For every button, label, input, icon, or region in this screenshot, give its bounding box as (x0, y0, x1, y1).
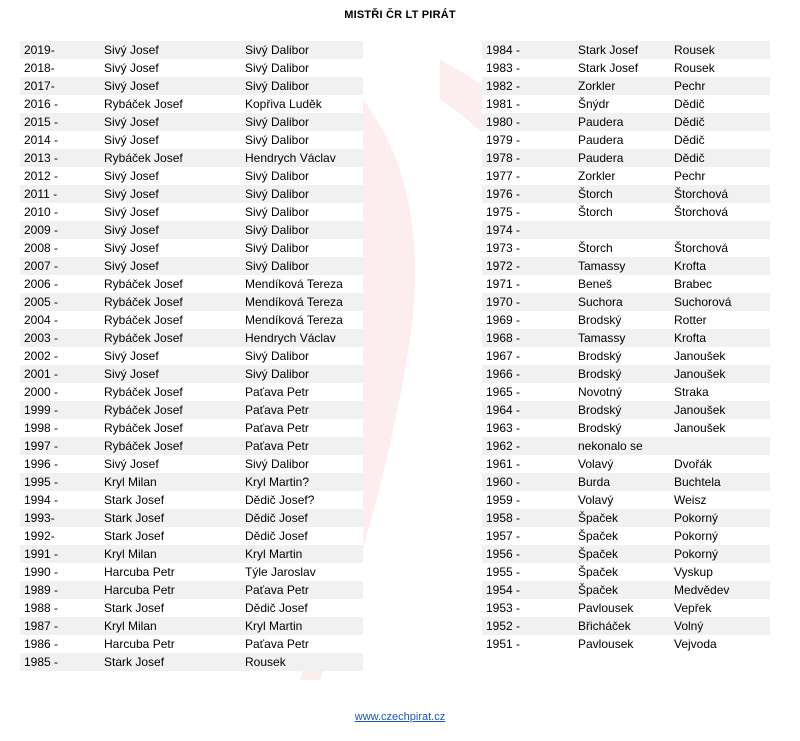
table-row (20, 257, 363, 275)
helmsman-cell: Sivý Josef (100, 221, 241, 239)
helmsman-cell: Sivý Josef (100, 257, 241, 275)
table-row (482, 347, 770, 365)
table-row (20, 203, 363, 221)
crew-cell: Sivý Dalibor (241, 365, 363, 383)
helmsman-cell: Harcuba Petr (100, 635, 241, 653)
table-row (20, 401, 363, 419)
crew-cell: Paťava Petr (241, 401, 363, 419)
table-row (482, 95, 770, 113)
year-cell: 2013 - (20, 149, 100, 167)
table-row (482, 293, 770, 311)
helmsman-cell: Tamassy (574, 257, 670, 275)
crew-cell: Hendrych Václav (241, 329, 363, 347)
table-row (482, 77, 770, 95)
year-cell: 1990 - (20, 563, 100, 581)
table-row (482, 167, 770, 185)
helmsman-cell: Sivý Josef (100, 77, 241, 95)
crew-cell: Dědič (670, 113, 770, 131)
crew-cell: Krofta (670, 329, 770, 347)
table-row (20, 113, 363, 131)
helmsman-cell: Štorch (574, 203, 670, 221)
table-row (20, 599, 363, 617)
crew-cell: Mendíková Tereza (241, 311, 363, 329)
crew-cell: Hendrych Václav (241, 149, 363, 167)
helmsman-cell: Paudera (574, 113, 670, 131)
table-row (20, 617, 363, 635)
year-cell: 1974 - (482, 221, 574, 239)
year-cell: 1956 - (482, 545, 574, 563)
year-cell: 2011 - (20, 185, 100, 203)
crew-cell: Štorchová (670, 185, 770, 203)
table-row (482, 545, 770, 563)
year-cell: 2016 - (20, 95, 100, 113)
crew-cell: Sivý Dalibor (241, 113, 363, 131)
table-row (482, 401, 770, 419)
helmsman-cell: Brodský (574, 311, 670, 329)
table-row (20, 491, 363, 509)
crew-cell: Paťava Petr (241, 437, 363, 455)
year-cell: 1983 - (482, 59, 574, 77)
table-row (482, 527, 770, 545)
helmsman-cell: Rybáček Josef (100, 311, 241, 329)
year-cell: 1999 - (20, 401, 100, 419)
year-cell: 1952 - (482, 617, 574, 635)
year-cell: 2018- (20, 59, 100, 77)
crew-cell: Vepřek (670, 599, 770, 617)
helmsman-cell: Sivý Josef (100, 167, 241, 185)
year-cell: 1972 - (482, 257, 574, 275)
table-row (482, 59, 770, 77)
crew-cell: Dědič (670, 149, 770, 167)
table-row (20, 437, 363, 455)
helmsman-cell: Sivý Josef (100, 59, 241, 77)
helmsman-cell: Paudera (574, 149, 670, 167)
helmsman-cell: Rybáček Josef (100, 293, 241, 311)
year-cell: 2003 - (20, 329, 100, 347)
table-row (482, 635, 770, 653)
helmsman-cell: Sivý Josef (100, 41, 241, 59)
table-row (20, 527, 363, 545)
crew-cell: Sivý Dalibor (241, 41, 363, 59)
year-cell: 1973 - (482, 239, 574, 257)
table-row (20, 581, 363, 599)
table-row (482, 437, 770, 455)
year-cell: 2004 - (20, 311, 100, 329)
crew-cell: Kryl Martin (241, 617, 363, 635)
crew-cell: Týle Jaroslav (241, 563, 363, 581)
crew-cell: Sivý Dalibor (241, 203, 363, 221)
crew-cell: Dvořák (670, 455, 770, 473)
crew-cell: Dědič Josef (241, 599, 363, 617)
helmsman-cell: Sivý Josef (100, 185, 241, 203)
helmsman-cell: Kryl Milan (100, 473, 241, 491)
table-row (482, 221, 770, 239)
year-cell: 2007 - (20, 257, 100, 275)
helmsman-cell: Harcuba Petr (100, 581, 241, 599)
helmsman-cell: Rybáček Josef (100, 329, 241, 347)
table-row (482, 131, 770, 149)
crew-cell (670, 221, 770, 239)
crew-cell: Medvědev (670, 581, 770, 599)
helmsman-cell: Stark Josef (574, 59, 670, 77)
helmsman-cell: Brodský (574, 401, 670, 419)
crew-cell: Sivý Dalibor (241, 257, 363, 275)
website-link[interactable]: www.czechpirat.cz (354, 711, 446, 723)
crew-cell: Paťava Petr (241, 383, 363, 401)
helmsman-cell: Kryl Milan (100, 617, 241, 635)
year-cell: 1992- (20, 527, 100, 545)
year-cell: 1991 - (20, 545, 100, 563)
table-row (482, 383, 770, 401)
helmsman-cell: Rybáček Josef (100, 275, 241, 293)
crew-cell: Dědič (670, 95, 770, 113)
crew-cell: Kryl Martin? (241, 473, 363, 491)
crew-cell: Janoušek (670, 419, 770, 437)
crew-cell: Buchtela (670, 473, 770, 491)
year-cell: 1993- (20, 509, 100, 527)
helmsman-cell: Stark Josef (100, 527, 241, 545)
year-cell: 1986 - (20, 635, 100, 653)
helmsman-cell: Burda (574, 473, 670, 491)
year-cell: 2006 - (20, 275, 100, 293)
table-row (482, 239, 770, 257)
helmsman-cell: Volavý (574, 491, 670, 509)
helmsman-cell: Špaček (574, 527, 670, 545)
crew-cell: Sivý Dalibor (241, 455, 363, 473)
year-cell: 1995 - (20, 473, 100, 491)
year-cell: 1988 - (20, 599, 100, 617)
table-row (20, 239, 363, 257)
year-cell: 1998 - (20, 419, 100, 437)
crew-cell: Sivý Dalibor (241, 59, 363, 77)
table-row (20, 383, 363, 401)
helmsman-cell: Sivý Josef (100, 203, 241, 221)
year-cell: 2017- (20, 77, 100, 95)
crew-cell: Janoušek (670, 401, 770, 419)
year-cell: 1975 - (482, 203, 574, 221)
year-cell: 1954 - (482, 581, 574, 599)
helmsman-cell: Sivý Josef (100, 365, 241, 383)
crew-cell: Dědič Josef? (241, 491, 363, 509)
helmsman-cell: Stark Josef (574, 41, 670, 59)
crew-cell: Rousek (670, 41, 770, 59)
helmsman-cell: Rybáček Josef (100, 95, 241, 113)
crew-cell: Mendíková Tereza (241, 275, 363, 293)
crew-cell: Vyskup (670, 563, 770, 581)
year-cell: 1951 - (482, 635, 574, 653)
helmsman-cell: Zorkler (574, 167, 670, 185)
champions-table-right (482, 41, 770, 653)
helmsman-cell: Tamassy (574, 329, 670, 347)
helmsman-cell: Špaček (574, 509, 670, 527)
helmsman-cell: Rybáček Josef (100, 419, 241, 437)
helmsman-cell: Pavlousek (574, 599, 670, 617)
crew-cell: Kopřiva Luděk (241, 95, 363, 113)
table-row (482, 509, 770, 527)
helmsman-cell: Brodský (574, 365, 670, 383)
year-cell: 1960 - (482, 473, 574, 491)
helmsman-cell: Špaček (574, 581, 670, 599)
crew-cell: Sivý Dalibor (241, 239, 363, 257)
table-row (482, 419, 770, 437)
table-row (482, 491, 770, 509)
year-cell: 1970 - (482, 293, 574, 311)
helmsman-cell: Sivý Josef (100, 131, 241, 149)
year-cell: 1963 - (482, 419, 574, 437)
table-row (20, 365, 363, 383)
table-row (482, 275, 770, 293)
helmsman-cell: Kryl Milan (100, 545, 241, 563)
helmsman-cell: Suchora (574, 293, 670, 311)
year-cell: 2019- (20, 41, 100, 59)
table-row (20, 653, 363, 671)
helmsman-cell: Sivý Josef (100, 113, 241, 131)
crew-cell: Rousek (670, 59, 770, 77)
crew-cell: Janoušek (670, 347, 770, 365)
crew-cell: Weisz (670, 491, 770, 509)
table-row (20, 419, 363, 437)
year-cell: 1955 - (482, 563, 574, 581)
helmsman-cell: Zorkler (574, 77, 670, 95)
crew-cell: Janoušek (670, 365, 770, 383)
helmsman-cell: Rybáček Josef (100, 437, 241, 455)
year-cell: 1979 - (482, 131, 574, 149)
helmsman-cell: Štorch (574, 239, 670, 257)
year-cell: 1978 - (482, 149, 574, 167)
crew-cell: Paťava Petr (241, 581, 363, 599)
page-title: MISTŘI ČR LT PIRÁT (344, 9, 456, 21)
table-row (482, 563, 770, 581)
table-row (20, 221, 363, 239)
crew-cell: Rousek (241, 653, 363, 671)
table-row (482, 113, 770, 131)
helmsman-cell: nekonalo se (574, 437, 670, 455)
year-cell: 1980 - (482, 113, 574, 131)
year-cell: 2002 - (20, 347, 100, 365)
year-cell: 2014 - (20, 131, 100, 149)
crew-cell: Vejvoda (670, 635, 770, 653)
year-cell: 1967 - (482, 347, 574, 365)
helmsman-cell: Brodský (574, 419, 670, 437)
helmsman-cell: Sivý Josef (100, 239, 241, 257)
helmsman-cell: Beneš (574, 275, 670, 293)
crew-cell: Dědič Josef (241, 527, 363, 545)
helmsman-cell: Rybáček Josef (100, 401, 241, 419)
table-row (482, 41, 770, 59)
helmsman-cell: Špaček (574, 563, 670, 581)
helmsman-cell: Harcuba Petr (100, 563, 241, 581)
table-row (20, 329, 363, 347)
crew-cell: Kryl Martin (241, 545, 363, 563)
table-row (482, 185, 770, 203)
year-cell: 1984 - (482, 41, 574, 59)
year-cell: 1957 - (482, 527, 574, 545)
table-row (482, 257, 770, 275)
crew-cell: Mendíková Tereza (241, 293, 363, 311)
crew-cell: Sivý Dalibor (241, 167, 363, 185)
crew-cell: Sivý Dalibor (241, 185, 363, 203)
year-cell: 1958 - (482, 509, 574, 527)
year-cell: 1953 - (482, 599, 574, 617)
crew-cell: Dědič Josef (241, 509, 363, 527)
table-row (20, 473, 363, 491)
table-row (20, 635, 363, 653)
helmsman-cell: Paudera (574, 131, 670, 149)
crew-cell: Brabec (670, 275, 770, 293)
year-cell: 2015 - (20, 113, 100, 131)
crew-cell: Sivý Dalibor (241, 221, 363, 239)
helmsman-cell: Sivý Josef (100, 347, 241, 365)
crew-cell: Paťava Petr (241, 419, 363, 437)
table-row (20, 41, 363, 59)
year-cell: 1994 - (20, 491, 100, 509)
table-row (20, 293, 363, 311)
table-row (20, 59, 363, 77)
year-cell: 2000 - (20, 383, 100, 401)
crew-cell: Rotter (670, 311, 770, 329)
crew-cell: Pokorný (670, 545, 770, 563)
champions-table-left (20, 41, 363, 671)
year-cell: 1959 - (482, 491, 574, 509)
table-row (482, 329, 770, 347)
crew-cell: Volný (670, 617, 770, 635)
year-cell: 1996 - (20, 455, 100, 473)
year-cell: 1964 - (482, 401, 574, 419)
helmsman-cell: Šnýdr (574, 95, 670, 113)
crew-cell: Straka (670, 383, 770, 401)
year-cell: 1977 - (482, 167, 574, 185)
year-cell: 2001 - (20, 365, 100, 383)
year-cell: 1966 - (482, 365, 574, 383)
table-row (20, 455, 363, 473)
crew-cell: Sivý Dalibor (241, 131, 363, 149)
crew-cell: Suchorová (670, 293, 770, 311)
year-cell: 2012 - (20, 167, 100, 185)
year-cell: 1962 - (482, 437, 574, 455)
crew-cell: Pechr (670, 167, 770, 185)
year-cell: 1961 - (482, 455, 574, 473)
crew-cell: Sivý Dalibor (241, 77, 363, 95)
table-row (20, 311, 363, 329)
table-row (20, 563, 363, 581)
table-row (20, 545, 363, 563)
year-cell: 1981 - (482, 95, 574, 113)
helmsman-cell: Pavlousek (574, 635, 670, 653)
helmsman-cell: Volavý (574, 455, 670, 473)
table-row (482, 311, 770, 329)
crew-cell: Dědič (670, 131, 770, 149)
table-row (482, 149, 770, 167)
helmsman-cell: Sivý Josef (100, 455, 241, 473)
crew-cell: Štorchová (670, 239, 770, 257)
table-row (482, 455, 770, 473)
crew-cell: Pokorný (670, 509, 770, 527)
helmsman-cell: Brodský (574, 347, 670, 365)
crew-cell: Sivý Dalibor (241, 347, 363, 365)
table-row (482, 473, 770, 491)
helmsman-cell (574, 221, 670, 239)
helmsman-cell: Stark Josef (100, 509, 241, 527)
year-cell: 1968 - (482, 329, 574, 347)
year-cell: 2009 - (20, 221, 100, 239)
table-row (482, 365, 770, 383)
year-cell: 2008 - (20, 239, 100, 257)
year-cell: 1989 - (20, 581, 100, 599)
table-row (20, 149, 363, 167)
crew-cell: Paťava Petr (241, 635, 363, 653)
helmsman-cell: Rybáček Josef (100, 149, 241, 167)
helmsman-cell: Stark Josef (100, 491, 241, 509)
table-row (20, 185, 363, 203)
table-row (20, 77, 363, 95)
year-cell: 2005 - (20, 293, 100, 311)
year-cell: 1985 - (20, 653, 100, 671)
crew-cell: Štorchová (670, 203, 770, 221)
table-row (20, 347, 363, 365)
helmsman-cell: Novotný (574, 383, 670, 401)
helmsman-cell: Rybáček Josef (100, 383, 241, 401)
helmsman-cell: Stark Josef (100, 653, 241, 671)
helmsman-cell: Stark Josef (100, 599, 241, 617)
year-cell: 1969 - (482, 311, 574, 329)
helmsman-cell: Špaček (574, 545, 670, 563)
crew-cell: Pokorný (670, 527, 770, 545)
year-cell: 1976 - (482, 185, 574, 203)
table-row (20, 95, 363, 113)
crew-cell: Pechr (670, 77, 770, 95)
crew-cell (670, 437, 770, 455)
table-row (482, 581, 770, 599)
table-row (20, 131, 363, 149)
table-row (482, 599, 770, 617)
helmsman-cell: Břicháček (574, 617, 670, 635)
year-cell: 2010 - (20, 203, 100, 221)
table-row (20, 275, 363, 293)
year-cell: 1965 - (482, 383, 574, 401)
table-row (482, 617, 770, 635)
crew-cell: Krofta (670, 257, 770, 275)
table-row (20, 509, 363, 527)
year-cell: 1997 - (20, 437, 100, 455)
year-cell: 1971 - (482, 275, 574, 293)
helmsman-cell: Štorch (574, 185, 670, 203)
table-row (482, 203, 770, 221)
table-row (20, 167, 363, 185)
year-cell: 1987 - (20, 617, 100, 635)
year-cell: 1982 - (482, 77, 574, 95)
